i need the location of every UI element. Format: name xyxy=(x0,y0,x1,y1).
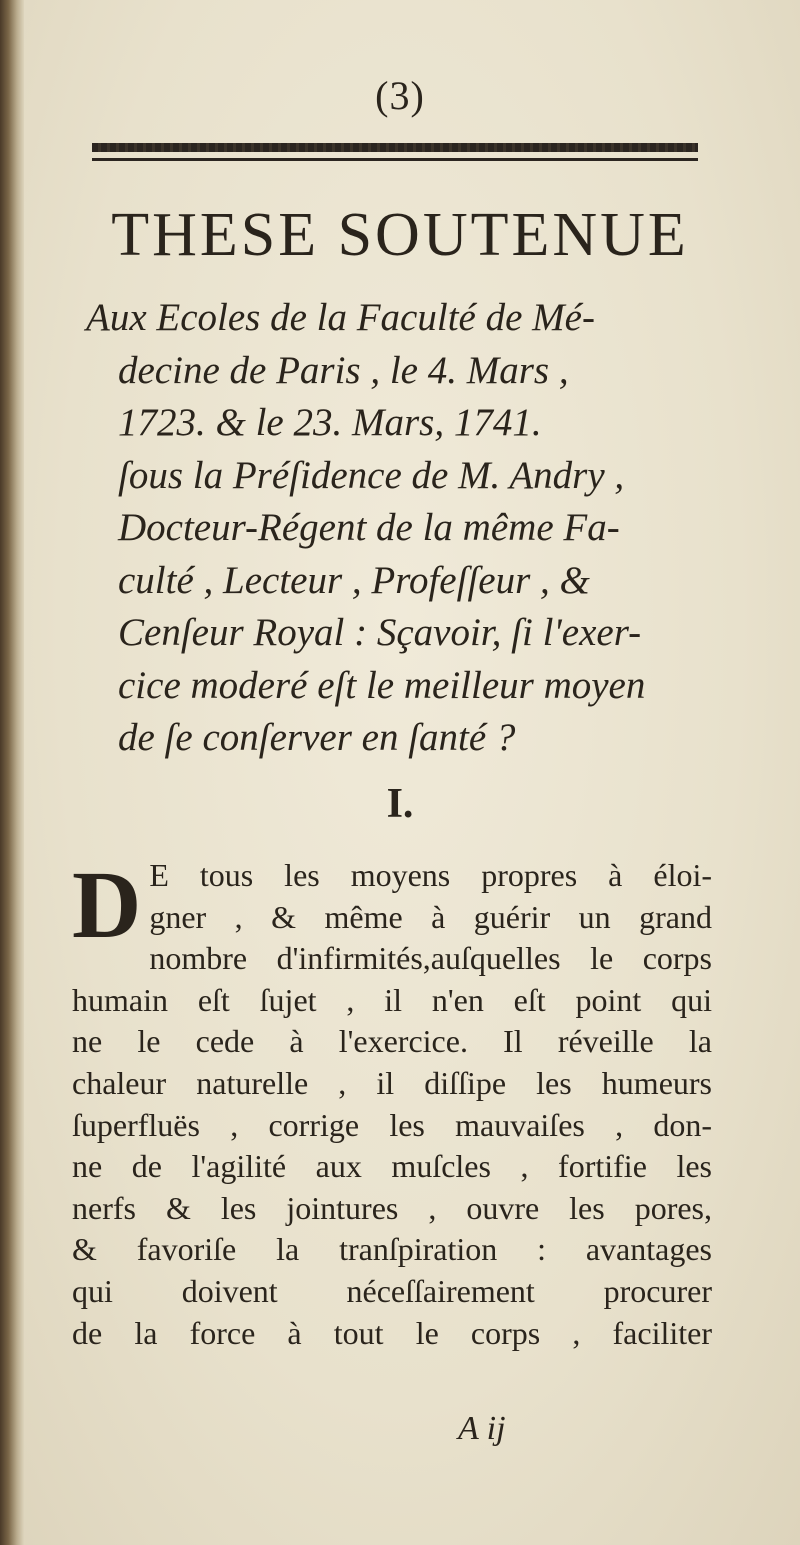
body-line: gner , & même à guérir un grand xyxy=(149,898,712,935)
body-line: & favoriſe la tranſpiration : avantages xyxy=(72,1231,712,1268)
subtitle-line: Cenſeur Royal : Sçavoir, ſi l'exer- xyxy=(118,611,642,654)
subtitle-line: Aux Ecoles de la Faculté de Mé- xyxy=(86,296,595,339)
subtitle-line: de ſe conſerver en ſanté ? xyxy=(118,716,516,759)
body-line: qui doivent néceſſairement procurer xyxy=(72,1272,712,1309)
thesis-subtitle xyxy=(86,292,718,765)
body-line: ſuperfluës , corrige les mauvaiſes , don- xyxy=(72,1106,712,1143)
body-line: humain eſt ſujet , il n'en eſt point qui xyxy=(72,981,712,1018)
body-line: chaleur naturelle , il diſſipe les humeurs xyxy=(72,1064,712,1101)
body-line: de la force à tout le corps , faciliter xyxy=(72,1314,712,1351)
body-line: nombre d'infirmités,auſquelles le corps xyxy=(149,940,712,977)
subtitle-line: culté , Lecteur , Profeſſeur , & xyxy=(118,558,590,602)
body-line: E tous les moyens propres à éloi- xyxy=(149,857,712,893)
header-rule-thick xyxy=(92,143,698,152)
subtitle-line: 1723. & le 23. Mars, 1741. xyxy=(118,401,542,444)
page-title: THESE SOUTENUE xyxy=(111,201,689,269)
subtitle-line: decine de Paris , le 4. Mars , xyxy=(118,348,569,392)
body-line: ne de l'agilité aux muſcles , fortifie les xyxy=(72,1148,712,1185)
subtitle-line: ſous la Préſidence de M. Andry , xyxy=(118,453,625,497)
subtitle-line: Docteur-Régent de la même Fa- xyxy=(118,506,620,549)
body-paragraph xyxy=(72,851,712,1354)
drop-cap: D xyxy=(72,851,142,958)
signature-mark: A ij xyxy=(458,1410,506,1447)
body-line: ne le cede à l'exercice. Il réveille la xyxy=(72,1023,712,1060)
section-numeral: I. xyxy=(386,781,414,827)
body-line: nerfs & les jointures , ouvre les pores, xyxy=(72,1189,712,1226)
subtitle-line: cice moderé eſt le meilleur moyen xyxy=(118,663,646,707)
page-number: (3) xyxy=(375,73,425,118)
header-rule-thin xyxy=(92,158,698,161)
